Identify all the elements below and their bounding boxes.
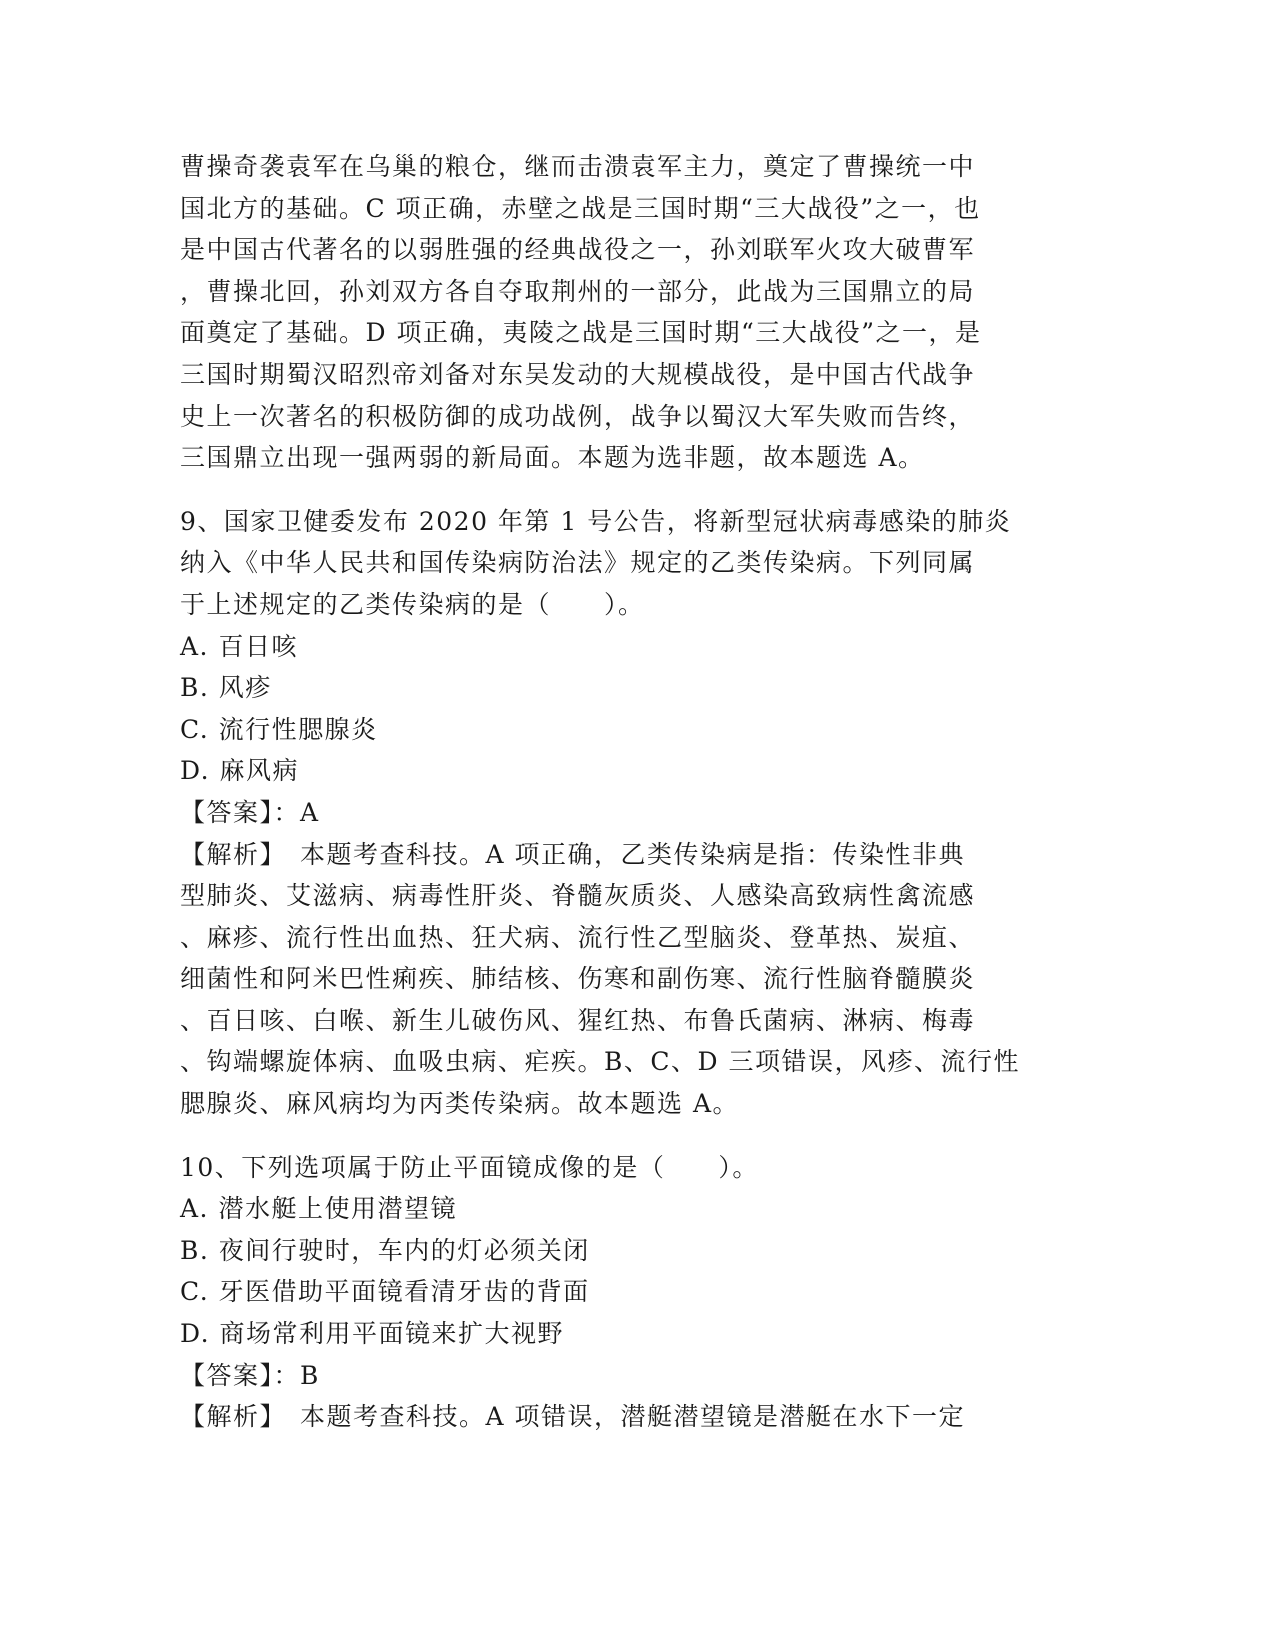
option-b: B. 夜间行驶时，车内的灯必须关闭 bbox=[180, 1235, 590, 1265]
section-gap bbox=[180, 479, 1040, 501]
analysis-line: 、钩端螺旋体病、血吸虫病、疟疾。B、C、D 三项错误，风疹、流行性 bbox=[180, 1047, 1020, 1077]
text-line: 国北方的基础。C 项正确，赤壁之战是三国时期“三大战役”之一，也 bbox=[180, 193, 981, 223]
analysis-line: 腮腺炎、麻风病均为丙类传染病。故本题选 A。 bbox=[180, 1089, 740, 1119]
question-9 bbox=[180, 501, 1040, 1125]
text-line: 三国鼎立出现一强两弱的新局面。本题为选非题，故本题选 A。 bbox=[180, 443, 925, 473]
option-c: C. 流行性腮腺炎 bbox=[180, 714, 378, 744]
section-gap bbox=[180, 1125, 1040, 1147]
option-d: D. 麻风病 bbox=[180, 756, 300, 786]
analysis-line: 细菌性和阿米巴性痢疾、肺结核、伤寒和副伤寒、流行性脑脊髓膜炎 bbox=[180, 964, 976, 994]
option-b: B. 风疹 bbox=[180, 673, 272, 703]
analysis-line: 【解析】 本题考查科技。A 项错误，潜艇潜望镜是潜艇在水下一定 bbox=[180, 1402, 966, 1432]
previous-analysis-continuation bbox=[180, 146, 1040, 479]
text-line: 史上一次著名的积极防御的成功战例，战争以蜀汉大军失败而告终， bbox=[180, 401, 976, 431]
answer-line: 【答案】：A bbox=[180, 797, 320, 827]
analysis-line: 型肺炎、艾滋病、病毒性肝炎、脊髓灰质炎、人感染高致病性禽流感 bbox=[180, 881, 976, 911]
analysis-line: 、麻疹、流行性出血热、狂犬病、流行性乙型脑炎、登革热、炭疽、 bbox=[180, 922, 976, 952]
option-a: A. 潜水艇上使用潜望镜 bbox=[180, 1194, 457, 1224]
question-10 bbox=[180, 1147, 1040, 1438]
text-line: 曹操奇袭袁军在乌巢的粮仓，继而击溃袁军主力，奠定了曹操统一中 bbox=[180, 152, 976, 181]
text-line: 是中国古代著名的以弱胜强的经典战役之一，孙刘联军火攻大破曹军 bbox=[180, 235, 976, 265]
question-text: 于上述规定的乙类传染病的是（ ）。 bbox=[180, 589, 645, 619]
question-text: 9、国家卫健委发布 2020 年第 1 号公告，将新型冠状病毒感染的肺炎 bbox=[180, 506, 1012, 536]
analysis-line: 、百日咳、白喉、新生儿破伤风、猩红热、布鲁氏菌病、淋病、梅毒 bbox=[180, 1005, 976, 1035]
text-line: ，曹操北回，孙刘双方各自夺取荆州的一部分，此战为三国鼎立的局 bbox=[180, 276, 976, 306]
text-line: 三国时期蜀汉昭烈帝刘备对东吴发动的大规模战役，是中国古代战争 bbox=[180, 359, 976, 389]
answer-line: 【答案】：B bbox=[180, 1360, 320, 1390]
question-text: 纳入《中华人民共和国传染病防治法》规定的乙类传染病。下列同属 bbox=[180, 548, 976, 578]
analysis-line: 【解析】 本题考查科技。A 项正确，乙类传染病是指：传染性非典 bbox=[180, 839, 966, 869]
option-c: C. 牙医借助平面镜看清牙齿的背面 bbox=[180, 1277, 590, 1307]
option-d: D. 商场常利用平面镜来扩大视野 bbox=[180, 1319, 565, 1349]
question-text: 10、下列选项属于防止平面镜成像的是（ ）。 bbox=[180, 1152, 759, 1182]
text-line: 面奠定了基础。D 项正确，夷陵之战是三国时期“三大战役”之一，是 bbox=[180, 318, 982, 348]
option-a: A. 百日咳 bbox=[180, 631, 298, 661]
document-content bbox=[180, 146, 1040, 1438]
